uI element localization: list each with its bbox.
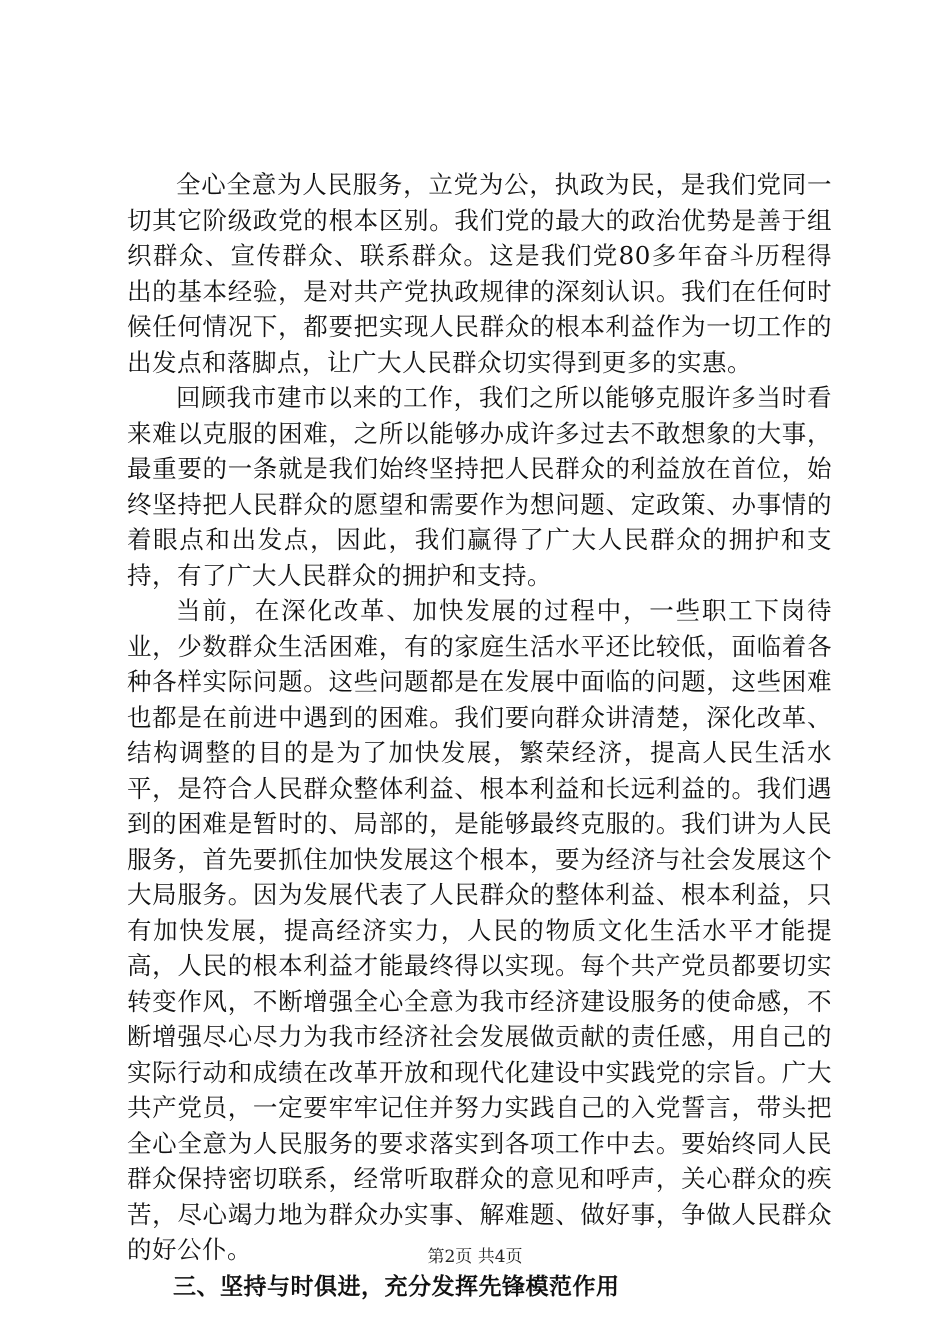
paragraph-1: 全心全意为人民服务，立党为公，执政为民，是我们党同一切其它阶级政党的根本区别。我们党的最大的政治优势是善于组织群众、宣传群众、联系群众。这是我们党80多年奋斗历程得出的基本经验，是对共产党执政规律的深刻认识。我们在任何时候任何情况下，都要把实现人民群众的根本利益作为一切工作的出发点和落脚点，让广大人民群众切实得到更多的实惠。 bbox=[127, 170, 832, 377]
document-body bbox=[127, 167, 832, 1306]
paragraph-2: 回顾我市建市以来的工作，我们之所以能够克服许多当时看来难以克服的困难，之所以能够办成许多过去不敢想象的大事，最重要的一条就是我们始终坚持把人民群众的利益放在首位，始终坚持把人民群众的愿望和需要作为想问题、定政策、办事情的着眼点和出发点，因此，我们赢得了广大人民群众的拥护和支持，有了广大人民群众的拥护和支持。 bbox=[127, 383, 832, 590]
page-footer: 第2页 共4页 bbox=[427, 1247, 523, 1267]
section-heading: 三、坚持与时俱进，充分发挥先锋模范作用 bbox=[173, 1273, 620, 1300]
paragraph-3: 当前，在深化改革、加快发展的过程中，一些职工下岗待业，少数群众生活困难，有的家庭生活水平还比较低，面临着各种各样实际问题。这些问题都是在发展中面临的问题，这些困难也都是在前进中遇到的困难。我们要向群众讲清楚，深化改革、结构调整的目的是为了加快发展，繁荣经济，提高人民生活水平，是符合人民群众整体利益、根本利益和长远利益的。我们遇到的困难是暂时的、局部的，是能够最终克服的。我们讲为人民服务，首先要抓住加快发展这个根本，要为经济与社会发展这个大局服务。因为发展代表了人民群众的整体利益、根本利益，只有加快发展，提高经济实力，人民的物质文化生活水平才能提高，人民的根本利益才能最终得以实现。每个共产党员都要切实转变作风，不断增强全心全意为我市经济建设服务的使命感，不断增强尽心尽力为我市经济社会发展做贡献的责任感，用自己的实际行动和成绩在改革开放和现代化建设中实践党的宗旨。广大共产党员，一定要牢牢记住并努力实践自己的入党誓言，带头把全心全意为人民服务的要求落实到各项工作中去。要始终同人民群众保持密切联系，经常听取群众的意见和呼声，关心群众的疾苦，尽心竭力地为群众办实事、解难题、做好事，争做人民群众的好公仆。 bbox=[127, 596, 832, 1264]
